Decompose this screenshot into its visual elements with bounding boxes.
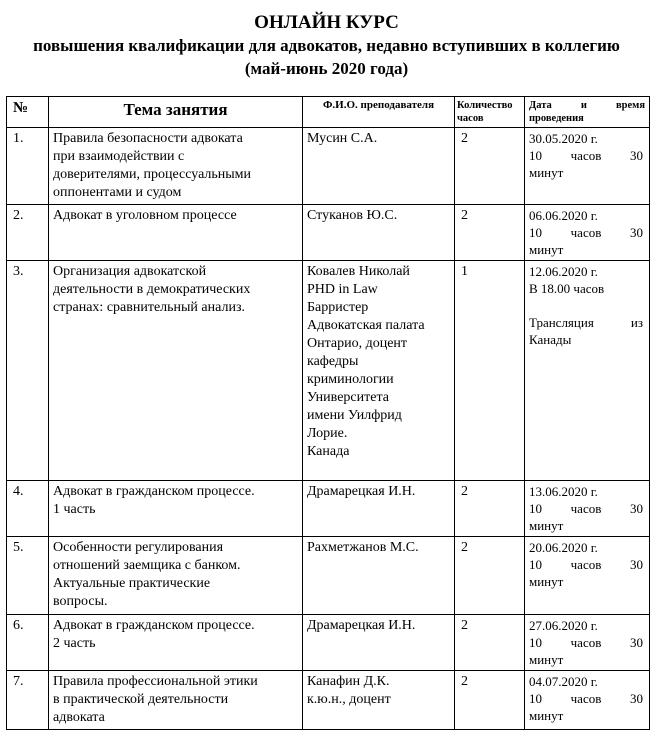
row-time-minutes: минут [529, 574, 564, 589]
row-teacher: Канафин Д.К. к.ю.н., доцент [303, 671, 455, 730]
row-hours: 2 [455, 615, 525, 671]
row-time [529, 556, 643, 573]
table-row [7, 128, 650, 205]
table-header-row [7, 97, 650, 128]
row-topic: Правила безопасности адвоката при взаимодействии с доверителями, процессуальными оппонентами и судом [49, 128, 303, 205]
row-number: 3. [7, 261, 49, 481]
row-time-part: 30 [630, 635, 643, 650]
row-time-part: часов [570, 501, 602, 516]
row-teacher: Драмарецкая И.Н. [303, 481, 455, 537]
row-time-part: 30 [630, 691, 643, 706]
row-time-part: часов [570, 635, 602, 650]
row-broadcast-part: из [630, 315, 643, 330]
document-title: ОНЛАЙН КУРС [254, 12, 399, 33]
row-date: 20.06.2020 г. [529, 540, 598, 555]
row-number: 7. [7, 671, 49, 730]
row-topic: Адвокат в уголовном процессе [49, 205, 303, 261]
row-time-part: 10 [529, 225, 542, 240]
row-time-part: 10 [529, 635, 542, 650]
row-time [529, 147, 643, 164]
row-date-time [525, 128, 650, 205]
row-time-part: 30 [630, 225, 643, 240]
row-teacher: Рахметжанов М.С. [303, 537, 455, 615]
row-time [529, 224, 643, 241]
row-date-time [525, 671, 650, 730]
row-time-minutes: минут [529, 518, 564, 533]
row-number: 2. [7, 205, 49, 261]
row-hours: 2 [455, 205, 525, 261]
row-broadcast [529, 314, 643, 331]
row-time-minutes: минут [529, 165, 564, 180]
row-hours: 2 [455, 481, 525, 537]
row-time-part: 10 [529, 557, 542, 572]
row-teacher: Стуканов Ю.С. [303, 205, 455, 261]
row-number: 5. [7, 537, 49, 615]
row-hours: 2 [455, 128, 525, 205]
row-time-part: 10 [529, 148, 542, 163]
row-topic: Адвокат в гражданском процессе. 1 часть [49, 481, 303, 537]
row-date: 06.06.2020 г. [529, 208, 598, 223]
column-header-teacher: Ф.И.О. преподавателя [303, 97, 455, 128]
row-date-time [525, 261, 650, 481]
column-header-topic: Тема занятия [49, 97, 303, 128]
row-hours: 2 [455, 671, 525, 730]
row-number: 1. [7, 128, 49, 205]
table-row [7, 671, 650, 730]
row-teacher: Драмарецкая И.Н. [303, 615, 455, 671]
row-time [529, 634, 643, 651]
table-row [7, 261, 650, 481]
row-time-minutes: минут [529, 708, 564, 723]
row-time: В 18.00 часов [529, 281, 605, 296]
row-time-part: часов [570, 148, 602, 163]
row-date-time [525, 615, 650, 671]
row-topic: Организация адвокатской деятельности в демократических странах: сравнительный анализ. [49, 261, 303, 481]
row-teacher: Мусин С.А. [303, 128, 455, 205]
row-date-time [525, 481, 650, 537]
row-time-part: 10 [529, 691, 542, 706]
document-subtitle: повышения квалификации для адвокатов, недавно вступивших в коллегию [33, 36, 620, 55]
row-time-minutes: минут [529, 242, 564, 257]
row-broadcast-part: Трансляция [529, 315, 594, 330]
row-time-minutes: минут [529, 652, 564, 667]
table-row [7, 615, 650, 671]
row-time-part: часов [570, 691, 602, 706]
row-time-part: часов [570, 225, 602, 240]
row-time-part: 30 [630, 501, 643, 516]
row-date: 12.06.2020 г. [529, 264, 598, 279]
row-topic: Правила профессиональной этики в практической деятельности адвоката [49, 671, 303, 730]
row-date-time [525, 537, 650, 615]
row-number: 4. [7, 481, 49, 537]
row-time [529, 690, 643, 707]
row-time-part: часов [570, 557, 602, 572]
column-header-number: № [7, 97, 49, 128]
row-topic: Адвокат в гражданском процессе. 2 часть [49, 615, 303, 671]
row-broadcast-country: Канады [529, 332, 572, 347]
row-teacher: Ковалев Николай PHD in Law Барристер Адвокатская палата Онтарио, доцент кафедры криминологии Университета имени Уилфрид Лорие. Канада [303, 261, 455, 481]
schedule-table [6, 96, 650, 730]
row-hours: 2 [455, 537, 525, 615]
spacer [529, 297, 643, 314]
row-topic: Особенности регулирования отношений заемщика с банком. Актуальные практические вопросы. [49, 537, 303, 615]
row-time [529, 500, 643, 517]
column-header-date-text: Дата и время проведения [529, 100, 645, 124]
row-date-time [525, 205, 650, 261]
row-date: 13.06.2020 г. [529, 484, 598, 499]
document-period: (май-июнь 2020 года) [244, 59, 409, 78]
row-hours: 1 [455, 261, 525, 481]
table-row [7, 537, 650, 615]
row-number: 6. [7, 615, 49, 671]
row-time-part: 30 [630, 148, 643, 163]
table-row [7, 481, 650, 537]
row-date: 04.07.2020 г. [529, 674, 598, 689]
row-date: 27.06.2020 г. [529, 618, 598, 633]
row-date: 30.05.2020 г. [529, 131, 598, 146]
table-row [7, 205, 650, 261]
column-header-date [525, 97, 650, 128]
column-header-hours: Количество часов [455, 97, 525, 128]
row-time-part: 10 [529, 501, 542, 516]
row-time-part: 30 [630, 557, 643, 572]
